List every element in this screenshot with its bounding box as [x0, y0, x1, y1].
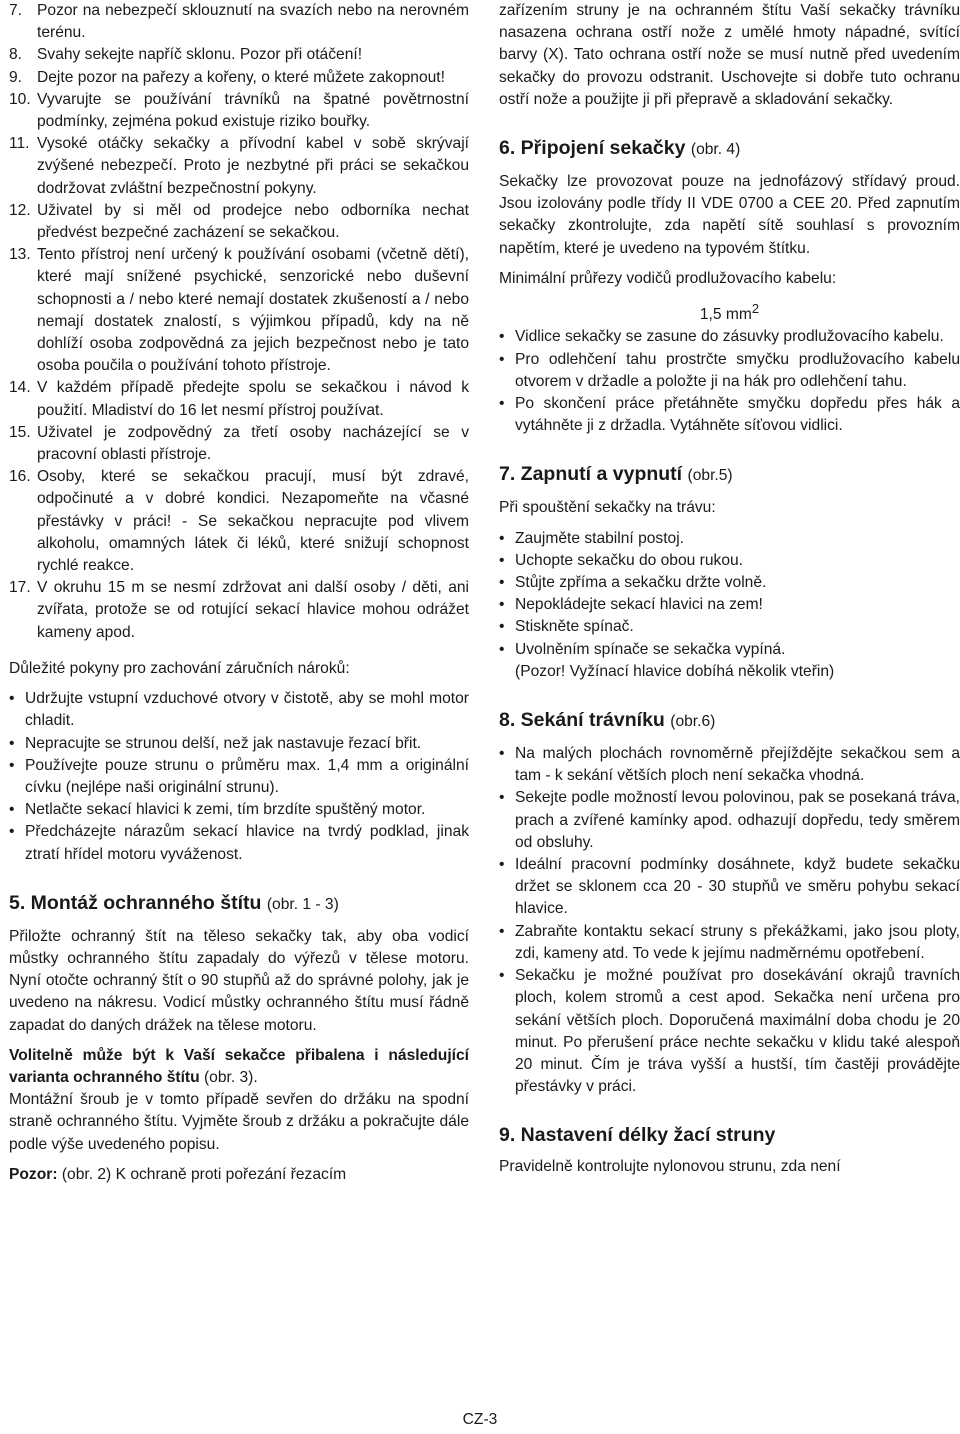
list-item: • Vidlice sekačky se zasune do zásuvky prodlužovacího kabelu. — [499, 326, 960, 348]
section-7-note: (Pozor! Vyžínací hlavice dobíhá několik vteřin) — [515, 662, 835, 680]
list-item: • Na malých plochách rovnoměrně přejíždějte sekačkou sem a tam - k sekání větších ploch není sekačka vhodná. — [499, 743, 960, 787]
cross-section-value: 1,5 $mm^2$ — [699, 301, 760, 324]
section-6-list — [499, 326, 960, 437]
list-item: 7. Pozor na nebezpečí sklouznutí na svazích nebo na nerovném terénu. — [9, 2, 469, 42]
list-item: • Sekejte podle možností levou polovinou, pak se posekaná tráva, prach a zvířené kamínky apod. odhazují dopředu, tedy směrem od obsluhy. — [499, 787, 960, 854]
page-number: CZ-3 — [462, 1411, 498, 1428]
warranty-intro: Důležité pokyny pro zachování záručních nároků: — [9, 659, 350, 677]
list-item: • Uchopte sekačku do obou rukou. — [499, 550, 960, 572]
warranty-list — [9, 688, 469, 866]
section-5-optional-note: Volitelně může být k Vaší sekačce přibalena i následující varianta ochranného štítu (obr. 3). — [9, 1046, 469, 1086]
section-5-caution: Pozor: (obr. 2) K ochraně proti pořezání řezacím — [9, 1165, 347, 1183]
list-item: • Předcházejte nárazům sekací hlavice na tvrdý podklad, jinak ztratí hřídel motoru vyváženost. — [9, 821, 469, 865]
section-5-paragraph: Montážní šroub je v tomto případě sevřen do držáku na spodní straně ochranného štítu. Vyjměte šroub z držáku a pokračujte dále podle výše uvedeného popisu. — [9, 1091, 469, 1153]
list-item: • Používejte pouze strunu o průměru max. 1,4 mm a originální cívku (nejlépe naši originální strunu). — [9, 755, 469, 799]
section-9-heading: 9. Nastavení délky žací struny — [499, 1124, 776, 1147]
section-6-cross-section-label: Minimální průřezy vodičů prodlužovacího kabelu: — [499, 269, 837, 287]
list-item: • Udržujte vstupní vzduchové otvory v čistotě, aby se mohl motor chladit. — [9, 688, 469, 732]
list-item: 17. V okruhu 15 m se nesmí zdržovat ani další osoby / děti, ani zvířata, protože se od rotující sekací hlavice mohou odrážet kameny apod. — [9, 579, 469, 641]
list-item: • Ideální pracovní podmínky dosáhnete, když budete sekačku držet se sklonem cca 20 - 30 stupňů ve směru pohybu sekací hlavice. — [499, 854, 960, 921]
list-item: • Zabraňte kontaktu sekací struny s překážkami, jako jsou ploty, zdi, kameny atd. To vede k jejímu nadměrnému opotřebení. — [499, 921, 960, 965]
list-item: • Pro odlehčení tahu prostrčte smyčku prodlužovacího kabelu otvorem v držadle a položte ji na hák pro odlehčení tahu. — [499, 349, 960, 393]
list-item: 8. Svahy sekejte napříč sklonu. Pozor při otáčení! — [9, 46, 363, 64]
list-item: 9. Dejte pozor na pařezy a kořeny, o které můžete zakopnout! — [9, 68, 445, 86]
safety-list — [9, 0, 469, 644]
section-6-heading: 6. Připojení sekačky (obr. 4) — [499, 137, 741, 160]
section-8-heading: 8. Sekání trávníku (obr.6) — [499, 709, 716, 732]
list-item: 10. Vyvarujte se používání trávníků na špatné povětrnostní podmínky, zejména pokud existuje riziko bouřky. — [9, 90, 469, 131]
section-7-list — [499, 528, 960, 661]
list-item: • Sekačku je možné používat pro dosekávání okrajů travních ploch, kolem stromů a cest apod. Sekačka není určena pro sekání větších ploch. Doporučená maximální doba chodu je 20 minut. Po přerušení práce nechte sekačku v klidu také alespoň 20 minut. Čím je tráva vyšší a hustší, tím častěji provádějte přestávky v práci. — [499, 965, 960, 1098]
list-item: 14. V každém případě předejte spolu se sekačkou i návod k použití. Mladiství do 16 let nesmí přístroj používat. — [9, 379, 469, 419]
section-7-intro: Při spouštění sekačky na trávu: — [499, 499, 716, 517]
list-item: • Zaujměte stabilní postoj. — [499, 528, 960, 550]
list-item: • Po skončení práce přetáhněte smyčku dopředu přes hák a vytáhněte ji z držadla. Vytáhněte síťovou vidlici. — [499, 393, 960, 437]
list-item: • Nepokládejte sekací hlavici na zem! — [499, 594, 960, 616]
list-item: • Uvolněním spínače se sekačka vypíná. — [499, 639, 960, 661]
section-8-list — [499, 743, 960, 1098]
left-column — [9, 0, 469, 1186]
list-item: 16. Osoby, které se sekačkou pracují, musí být zdravé, odpočinuté a v dobré kondici. Nezapomeňte na včasné přestávky v práci! - Se sekačkou nepracujte pod vlivem alkoholu, omamných látek či léků, které snižují schopnost rychlé reakce. — [9, 468, 469, 575]
section-6-paragraph: Sekačky lze provozovat pouze na jednofázový střídavý proud. Jsou izolovány podle třídy II VDE 0700 a CEE 20. Před zapnutím sekačky zkontrolujte, zda napětí sítě souhlasí s provozním napětím, které je uvedeno na typovém štítku. — [499, 173, 960, 257]
list-item: • Stiskněte spínač. — [499, 616, 960, 638]
list-item: 13. Tento přístroj není určený k používání osobami (včetně dětí), které mají snížené psychické, senzorické nebo duševní schopnosti a / nebo které nemají dostatek zkušeností a / nebo nemají dostatek znalostí, s výjimkou případů, kdy na ně dohlíží osoba zodpovědná za jejich bezpečnost nebo je tato osoba poučila o používání tohoto přístroje. — [9, 246, 469, 375]
list-item: • Stůjte zpříma a sekačku držte volně. — [499, 572, 960, 594]
list-item: • Netlačte sekací hlavici k zemi, tím brzdíte spuštěný motor. — [9, 799, 469, 821]
list-item: 15. Uživatel je zodpovědný za třetí osoby nacházející se v pracovní oblasti přístroje. — [9, 423, 469, 464]
list-item: 12. Uživatel by si měl od prodejce nebo odborníka nechat předvést bezpečné zacházení se sekačkou. — [9, 201, 469, 242]
continuation-paragraph: zařízením struny je na ochranném štítu Vaší sekačky trávníku nasazena ochrana ostří nože z umělé hmoty nápadné, svítící barvy (X). Tato ochrana ostří nože se musí nutně před uvedením sekačky do provozu odstranit. Uschovejte si dobře tuto ochranu ostří nože a použijte ji při přepravě a skladování sekačky. — [499, 2, 960, 108]
list-item: 11. Vysoké otáčky sekačky a přívodní kabel v sobě skrývají zvýšené nebezpečí. Proto je nezbytné při práci se sekačkou dodržovat zvláštní bezpečnostní pokyny. — [9, 135, 469, 197]
section-9-paragraph: Pravidelně kontrolujte nylonovou strunu, zda není — [499, 1158, 841, 1176]
section-5-paragraph: Přiložte ochranný štít na těleso sekačky tak, aby oba vodicí můstky ochranného štítu zapadaly do výřezů v tělese motoru. Nyní otočte ochranný štít o 90 stupňů až do správné polohy, jak je uvedeno na nákresu. Vodicí můstky ochranného štítu musí řádně zapadat do daných drážek na tělese motoru. — [9, 927, 469, 1034]
right-column — [499, 0, 960, 1179]
section-5-heading: 5. Montáž ochranného štítu (obr. 1 - 3) — [9, 891, 339, 914]
section-7-heading: 7. Zapnutí a vypnutí (obr.5) — [499, 463, 733, 486]
list-item: • Nepracujte se strunou delší, než jak nastavuje řezací břit. — [9, 733, 469, 755]
